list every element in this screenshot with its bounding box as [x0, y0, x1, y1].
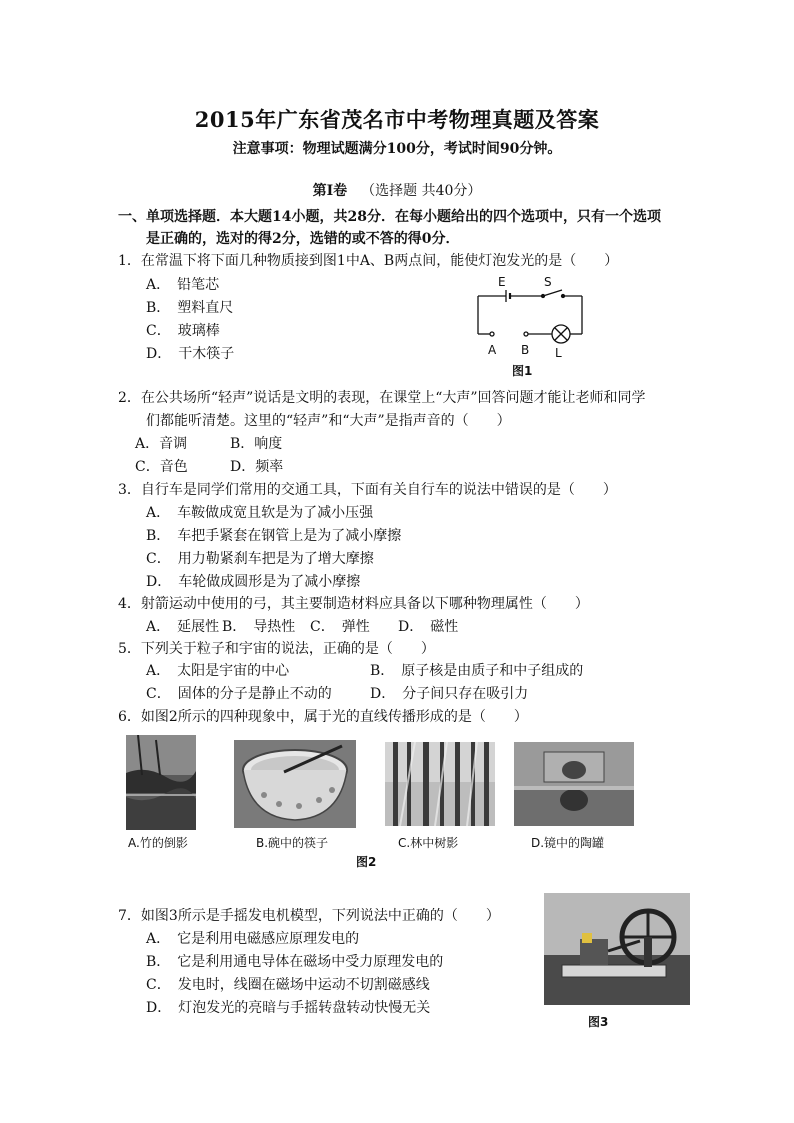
photo-b-caption: B.碗中的筷子	[256, 836, 329, 850]
volume-heading	[0, 180, 794, 200]
exam-notice: 注意事项：物理试题满分100分，考试时间90分钟。	[232, 141, 562, 157]
question-4-option-c: C． 弹性	[310, 619, 370, 635]
question-7-option-b: B． 它是利用通电导体在磁场中受力原理发电的	[146, 954, 444, 970]
photo-c-caption: C.林中树影	[398, 836, 459, 850]
question-4-option-d: D． 磁性	[398, 619, 459, 635]
label-s: S	[544, 275, 552, 289]
question-4-option-b: B． 导热性	[222, 619, 296, 635]
question-1-option-b: B． 塑料直尺	[146, 300, 234, 316]
question-7-option-a: A． 它是利用电磁感应原理发电的	[146, 931, 360, 947]
question-3-option-a: A． 车鞍做成宽且软是为了减小压强	[146, 505, 374, 521]
question-7-option-c: C． 发电时，线圈在磁场中运动不切割磁感线	[146, 977, 430, 993]
label-a: A	[488, 343, 497, 357]
label-b: B	[521, 343, 530, 357]
question-5-option-d: D． 分子间只存在吸引力	[370, 686, 529, 702]
question-4-option-a: A． 延展性	[146, 619, 220, 635]
question-2-option-a: A．音调	[135, 436, 188, 452]
volume-note: （选择题 共40分）	[361, 183, 482, 199]
question-3-option-b: B． 车把手紧套在钢管上是为了减小摩擦	[146, 528, 402, 544]
page-title: 2015年广东省茂名市中考物理真题及答案	[194, 107, 600, 132]
question-3-option-c: C． 用力勒紧刹车把是为了增大摩擦	[146, 551, 374, 567]
figure-1-caption: 图1	[512, 364, 533, 378]
figure-3-caption: 图3	[588, 1015, 609, 1029]
question-4-stem: 4．射箭运动中使用的弓，其主要制造材料应具备以下哪种物理属性（ ）	[118, 596, 589, 612]
label-e: E	[498, 275, 506, 289]
question-3-stem: 3．自行车是同学们常用的交通工具，下面有关自行车的说法中错误的是（ ）	[118, 482, 617, 498]
question-1-option-a: A． 铅笔芯	[146, 277, 220, 293]
switch-blade	[543, 290, 562, 296]
question-2-line1: 2．在公共场所“轻声”说话是文明的表现，在课堂上“大声”回答问题才能让老师和同学	[118, 390, 646, 406]
question-1-option-c: C． 玻璃棒	[146, 323, 220, 339]
question-2-option-b: B．响度	[230, 436, 283, 452]
figure-2-caption: 图2	[356, 855, 377, 869]
question-5-option-a: A． 太阳是宇宙的中心	[146, 663, 290, 679]
question-2-option-c: C．音色	[135, 459, 188, 475]
photo-forest-shadows	[385, 742, 495, 826]
question-2-option-d: D．频率	[230, 459, 284, 475]
photo-bowl-chopsticks	[234, 740, 356, 828]
question-2-line2: 们都能听清楚。这里的“轻声”和“大声”是指声音的（ ）	[146, 413, 511, 429]
section-heading-line1: 一、单项选择题．本大题14小题，共28分．在每小题给出的四个选项中，只有一个选项	[118, 209, 661, 225]
question-6-stem: 6．如图2所示的四种现象中，属于光的直线传播形成的是（ ）	[118, 709, 528, 725]
question-7-stem: 7．如图3所示是手摇发电机模型，下列说法中正确的（ ）	[118, 908, 500, 924]
question-3-option-d: D． 车轮做成圆形是为了减小摩擦	[146, 574, 361, 590]
volume-label: 第Ⅰ卷	[312, 183, 348, 199]
photo-a-caption: A.竹的倒影	[128, 836, 188, 850]
photo-d-caption: D.镜中的陶罐	[531, 836, 605, 850]
photo-bamboo-reflection	[126, 735, 196, 830]
section-heading-line2: 是正确的，选对的得2分，选错的或不答的得0分．	[146, 231, 460, 247]
question-5-stem: 5．下列关于粒子和宇宙的说法，正确的是（ ）	[118, 641, 435, 657]
photo-hand-generator	[544, 893, 690, 1005]
question-5-option-c: C． 固体的分子是静止不动的	[146, 686, 332, 702]
question-1-stem: 1．在常温下将下面几种物质接到图1中A、B两点间，能使灯泡发光的是（ ）	[118, 253, 619, 269]
label-l: L	[555, 346, 562, 360]
question-1-option-d: D． 干木筷子	[146, 346, 235, 362]
photo-mirror-pot	[514, 742, 634, 826]
question-7-option-d: D． 灯泡发光的亮暗与手摇转盘转动快慢无关	[146, 1000, 431, 1016]
circuit-diagram-figure-1	[470, 272, 600, 382]
question-5-option-b: B． 原子核是由质子和中子组成的	[370, 663, 584, 679]
